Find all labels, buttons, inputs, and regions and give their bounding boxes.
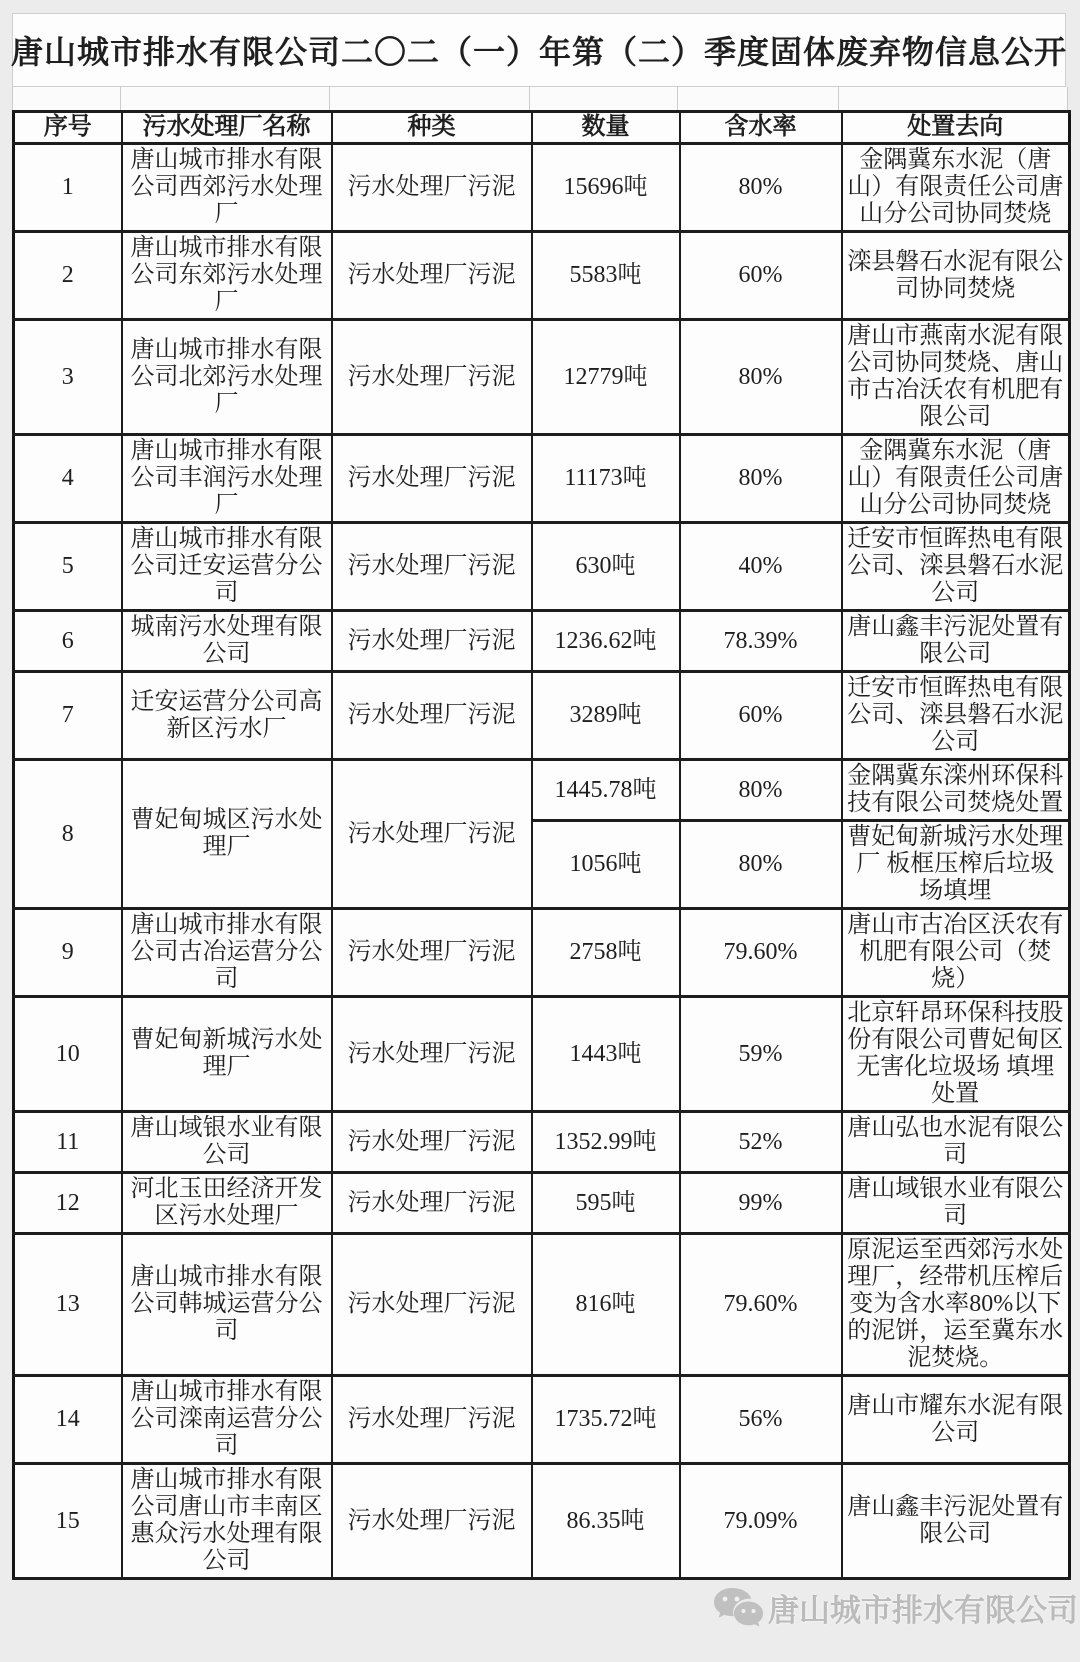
quantity-cell: 12779吨 — [532, 320, 680, 435]
destination-cell: 金隅冀东滦州环保科技有限公司焚烧处置 — [842, 760, 1070, 821]
watermark — [712, 1585, 1078, 1630]
type-cell: 污水处理厂污泥 — [332, 523, 532, 611]
destination-cell: 唐山鑫丰污泥处置有限公司 — [842, 1464, 1070, 1579]
grid-spacer-cell — [530, 87, 678, 110]
plant-name-cell: 唐山城市排水有限公司北郊污水处理厂 — [122, 320, 332, 435]
quantity-cell: 11173吨 — [532, 435, 680, 523]
plant-name-cell: 曹妃甸新城污水处理厂 — [122, 997, 332, 1112]
plant-name-cell: 唐山城市排水有限公司迁安运营分公司 — [122, 523, 332, 611]
quantity-cell: 1443吨 — [532, 997, 680, 1112]
type-cell: 污水处理厂污泥 — [332, 760, 532, 909]
col-header-type: 种类 — [332, 112, 532, 144]
type-cell: 污水处理厂污泥 — [332, 1464, 532, 1579]
seq-cell: 1 — [14, 144, 122, 232]
grid-spacer-cell — [13, 87, 121, 110]
table-row — [14, 1376, 1070, 1464]
quantity-cell: 15696吨 — [532, 144, 680, 232]
moisture-cell: 80% — [680, 435, 842, 523]
type-cell: 污水处理厂污泥 — [332, 1376, 532, 1464]
quantity-cell: 1445.78吨 — [532, 760, 680, 821]
watermark-text: 唐山城市排水有限公司 — [768, 1593, 1078, 1628]
destination-cell: 唐山市古冶区沃农有机肥有限公司（焚烧） — [842, 909, 1070, 997]
table-row — [14, 909, 1070, 997]
table-row — [14, 1464, 1070, 1579]
quantity-cell: 1735.72吨 — [532, 1376, 680, 1464]
col-header-plant-name: 污水处理厂名称 — [122, 112, 332, 144]
wechat-icon — [712, 1586, 764, 1630]
seq-cell: 2 — [14, 232, 122, 320]
plant-name-cell: 迁安运营分公司高新区污水厂 — [122, 672, 332, 760]
quantity-cell: 1352.99吨 — [532, 1112, 680, 1173]
quantity-cell: 595吨 — [532, 1173, 680, 1234]
type-cell: 污水处理厂污泥 — [332, 611, 532, 672]
page-title: 唐山城市排水有限公司二〇二（一）年第（二）季度固体废弃物信息公开 — [12, 13, 1066, 87]
seq-cell: 6 — [14, 611, 122, 672]
destination-cell: 曹妃甸新城污水处理厂 板框压榨后垃圾场填埋 — [842, 821, 1070, 909]
type-cell: 污水处理厂污泥 — [332, 1173, 532, 1234]
type-cell: 污水处理厂污泥 — [332, 435, 532, 523]
seq-cell: 3 — [14, 320, 122, 435]
destination-cell: 唐山鑫丰污泥处置有限公司 — [842, 611, 1070, 672]
table-row — [14, 672, 1070, 760]
grid-spacer-cell — [678, 87, 840, 110]
type-cell: 污水处理厂污泥 — [332, 909, 532, 997]
moisture-cell: 80% — [680, 760, 842, 821]
moisture-cell: 52% — [680, 1112, 842, 1173]
plant-name-cell: 唐山城市排水有限公司滦南运营分公司 — [122, 1376, 332, 1464]
destination-cell: 迁安市恒晖热电有限公司、滦县磐石水泥公司 — [842, 523, 1070, 611]
grid-spacer-cell — [330, 87, 530, 110]
moisture-cell: 79.60% — [680, 1234, 842, 1376]
destination-cell: 唐山弘也水泥有限公司 — [842, 1112, 1070, 1173]
destination-cell: 原泥运至西郊污水处理厂，经带机压榨后变为含水率80%以下的泥饼，运至冀东水泥焚烧。 — [842, 1234, 1070, 1376]
table-row — [14, 611, 1070, 672]
moisture-cell: 59% — [680, 997, 842, 1112]
moisture-cell: 99% — [680, 1173, 842, 1234]
plant-name-cell: 唐山城市排水有限公司西郊污水处理厂 — [122, 144, 332, 232]
destination-cell: 唐山市燕南水泥有限公司协同焚烧、唐山市古冶沃农有机肥有限公司 — [842, 320, 1070, 435]
moisture-cell: 79.09% — [680, 1464, 842, 1579]
table-row — [14, 760, 1070, 821]
destination-cell: 唐山市耀东水泥有限公司 — [842, 1376, 1070, 1464]
moisture-cell: 40% — [680, 523, 842, 611]
table-row — [14, 320, 1070, 435]
seq-cell: 8 — [14, 760, 122, 909]
table-row — [14, 1112, 1070, 1173]
seq-cell: 13 — [14, 1234, 122, 1376]
quantity-cell: 630吨 — [532, 523, 680, 611]
type-cell: 污水处理厂污泥 — [332, 232, 532, 320]
col-header-moisture: 含水率 — [680, 112, 842, 144]
destination-cell: 金隅冀东水泥（唐山）有限责任公司唐山分公司协同焚烧 — [842, 144, 1070, 232]
table-row — [14, 1234, 1070, 1376]
quantity-cell: 3289吨 — [532, 672, 680, 760]
seq-cell: 14 — [14, 1376, 122, 1464]
quantity-cell: 5583吨 — [532, 232, 680, 320]
plant-name-cell: 唐山城市排水有限公司东郊污水处理厂 — [122, 232, 332, 320]
plant-name-cell: 唐山城市排水有限公司丰润污水处理厂 — [122, 435, 332, 523]
plant-name-cell: 唐山城市排水有限公司唐山市丰南区惠众污水处理有限公司 — [122, 1464, 332, 1579]
col-header-quantity: 数量 — [532, 112, 680, 144]
type-cell: 污水处理厂污泥 — [332, 997, 532, 1112]
moisture-cell: 79.60% — [680, 909, 842, 997]
plant-name-cell: 唐山城市排水有限公司古冶运营分公司 — [122, 909, 332, 997]
table-header-row — [14, 112, 1070, 144]
quantity-cell: 1236.62吨 — [532, 611, 680, 672]
solid-waste-table — [12, 110, 1071, 1580]
seq-cell: 9 — [14, 909, 122, 997]
plant-name-cell: 唐山城市排水有限公司韩城运营分公司 — [122, 1234, 332, 1376]
destination-cell: 唐山域银水业有限公司 — [842, 1173, 1070, 1234]
seq-cell: 5 — [14, 523, 122, 611]
table-row — [14, 144, 1070, 232]
type-cell: 污水处理厂污泥 — [332, 1112, 532, 1173]
quantity-cell: 2758吨 — [532, 909, 680, 997]
moisture-cell: 80% — [680, 821, 842, 909]
seq-cell: 15 — [14, 1464, 122, 1579]
moisture-cell: 56% — [680, 1376, 842, 1464]
type-cell: 污水处理厂污泥 — [332, 144, 532, 232]
moisture-cell: 80% — [680, 320, 842, 435]
plant-name-cell: 城南污水处理有限公司 — [122, 611, 332, 672]
grid-spacer-row — [12, 87, 1068, 110]
seq-cell: 12 — [14, 1173, 122, 1234]
moisture-cell: 80% — [680, 144, 842, 232]
col-header-destination: 处置去向 — [842, 112, 1070, 144]
plant-name-cell: 曹妃甸城区污水处理厂 — [122, 760, 332, 909]
seq-cell: 11 — [14, 1112, 122, 1173]
table-row — [14, 1173, 1070, 1234]
col-header-seq: 序号 — [14, 112, 122, 144]
type-cell: 污水处理厂污泥 — [332, 1234, 532, 1376]
grid-spacer-cell — [839, 87, 1067, 110]
seq-cell: 7 — [14, 672, 122, 760]
destination-cell: 北京轩昂环保科技股份有限公司曹妃甸区无害化垃圾场 填埋处置 — [842, 997, 1070, 1112]
type-cell: 污水处理厂污泥 — [332, 320, 532, 435]
quantity-cell: 86.35吨 — [532, 1464, 680, 1579]
quantity-cell: 816吨 — [532, 1234, 680, 1376]
moisture-cell: 60% — [680, 232, 842, 320]
destination-cell: 金隅冀东水泥（唐山）有限责任公司唐山分公司协同焚烧 — [842, 435, 1070, 523]
table-row — [14, 997, 1070, 1112]
table-row — [14, 523, 1070, 611]
destination-cell: 迁安市恒晖热电有限公司、滦县磐石水泥公司 — [842, 672, 1070, 760]
seq-cell: 10 — [14, 997, 122, 1112]
grid-spacer-cell — [121, 87, 331, 110]
seq-cell: 4 — [14, 435, 122, 523]
moisture-cell: 60% — [680, 672, 842, 760]
table-row — [14, 435, 1070, 523]
moisture-cell: 78.39% — [680, 611, 842, 672]
table-row — [14, 232, 1070, 320]
plant-name-cell: 河北玉田经济开发区污水处理厂 — [122, 1173, 332, 1234]
type-cell: 污水处理厂污泥 — [332, 672, 532, 760]
destination-cell: 滦县磐石水泥有限公司协同焚烧 — [842, 232, 1070, 320]
plant-name-cell: 唐山域银水业有限公司 — [122, 1112, 332, 1173]
quantity-cell: 1056吨 — [532, 821, 680, 909]
